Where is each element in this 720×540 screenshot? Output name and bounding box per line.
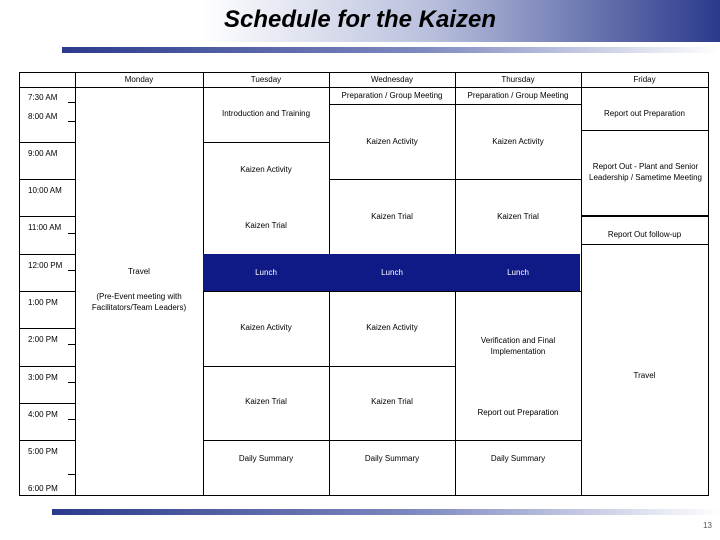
tuesday-activity-pm: Kaizen Activity xyxy=(240,323,292,332)
tuesday-trial-am: Kaizen Trial xyxy=(245,221,287,230)
thursday-trial-am: Kaizen Trial xyxy=(497,212,539,221)
header-monday: Monday xyxy=(124,75,154,84)
wednesday-activity-pm: Kaizen Activity xyxy=(366,323,418,332)
header-friday: Friday xyxy=(633,75,656,84)
grid-line xyxy=(20,254,75,255)
grid-line xyxy=(75,73,76,495)
time-tick xyxy=(68,419,75,420)
bottom-rule xyxy=(52,509,720,515)
tuesday-intro: Introduction and Training xyxy=(221,109,311,118)
grid-line xyxy=(203,291,581,292)
time-label: 1:00 PM xyxy=(28,298,58,307)
time-tick xyxy=(68,102,75,103)
schedule-table xyxy=(19,72,709,496)
grid-line xyxy=(203,440,581,441)
time-tick xyxy=(68,233,75,234)
grid-line xyxy=(20,403,75,404)
thursday-summary: Daily Summary xyxy=(490,454,546,463)
time-label: 2:00 PM xyxy=(28,335,58,344)
tuesday-summary: Daily Summary xyxy=(238,454,294,463)
time-label: 9:00 AM xyxy=(28,149,58,158)
grid-line xyxy=(20,328,75,329)
grid-line xyxy=(581,216,708,217)
time-label: 8:00 AM xyxy=(28,112,58,121)
time-tick xyxy=(68,344,75,345)
time-label: 4:00 PM xyxy=(28,410,58,419)
lunch-wednesday: Lunch xyxy=(381,268,403,277)
page-number: 13 xyxy=(703,521,712,530)
time-label: 6:00 PM xyxy=(28,484,58,493)
header-tuesday: Tuesday xyxy=(250,75,282,84)
grid-line xyxy=(581,244,708,245)
wednesday-prep: Preparation / Group Meeting xyxy=(341,91,443,100)
friday-follow-up: Report Out follow-up xyxy=(607,230,682,239)
thursday-report-prep: Report out Preparation xyxy=(477,408,559,417)
grid-line xyxy=(203,366,455,367)
lunch-thursday: Lunch xyxy=(507,268,529,277)
time-label: 12:00 PM xyxy=(28,261,63,270)
time-tick xyxy=(68,474,75,475)
wednesday-trial-pm: Kaizen Trial xyxy=(371,397,413,406)
thursday-verification: Verification and Final Implementation xyxy=(480,336,556,356)
top-rule xyxy=(62,47,720,53)
grid-line xyxy=(20,440,75,441)
tuesday-trial-pm: Kaizen Trial xyxy=(245,397,287,406)
wednesday-trial-am: Kaizen Trial xyxy=(371,212,413,221)
monday-travel: Travel xyxy=(128,267,150,276)
grid-line xyxy=(581,215,708,216)
wednesday-activity-am: Kaizen Activity xyxy=(366,137,418,146)
time-label: 11:00 AM xyxy=(28,223,62,232)
header-wednesday: Wednesday xyxy=(370,75,414,84)
grid-line xyxy=(20,291,75,292)
friday-travel: Travel xyxy=(633,371,656,380)
time-label: 7:30 AM xyxy=(28,93,58,102)
friday-report-out: Report Out - Plant and Senior Leadership / Sametime Meeting xyxy=(589,162,702,182)
grid-line xyxy=(329,179,581,180)
time-tick xyxy=(68,270,75,271)
page-title: Schedule for the Kaizen xyxy=(223,6,497,33)
grid-line xyxy=(329,104,581,105)
time-label: 10:00 AM xyxy=(28,186,62,195)
friday-report-prep: Report out Preparation xyxy=(604,109,685,118)
header-thursday: Thursday xyxy=(501,75,535,84)
grid-line xyxy=(20,216,75,217)
lunch-tuesday: Lunch xyxy=(255,268,277,277)
grid-line xyxy=(581,130,708,131)
grid-line xyxy=(20,366,75,367)
monday-pre-event: (Pre-Event meeting with Facilitators/Team Leaders) xyxy=(91,292,187,312)
lunch-band xyxy=(203,254,580,291)
grid-line xyxy=(203,142,329,143)
grid-line xyxy=(581,73,582,495)
header-rule xyxy=(20,87,708,88)
grid-line xyxy=(20,142,75,143)
thursday-activity-am: Kaizen Activity xyxy=(492,137,544,146)
time-tick xyxy=(68,121,75,122)
tuesday-activity-am: Kaizen Activity xyxy=(240,165,292,174)
time-label: 5:00 PM xyxy=(28,447,58,456)
grid-line xyxy=(20,179,75,180)
wednesday-summary: Daily Summary xyxy=(364,454,420,463)
time-tick xyxy=(68,382,75,383)
time-label: 3:00 PM xyxy=(28,373,58,382)
thursday-prep: Preparation / Group Meeting xyxy=(467,91,569,100)
